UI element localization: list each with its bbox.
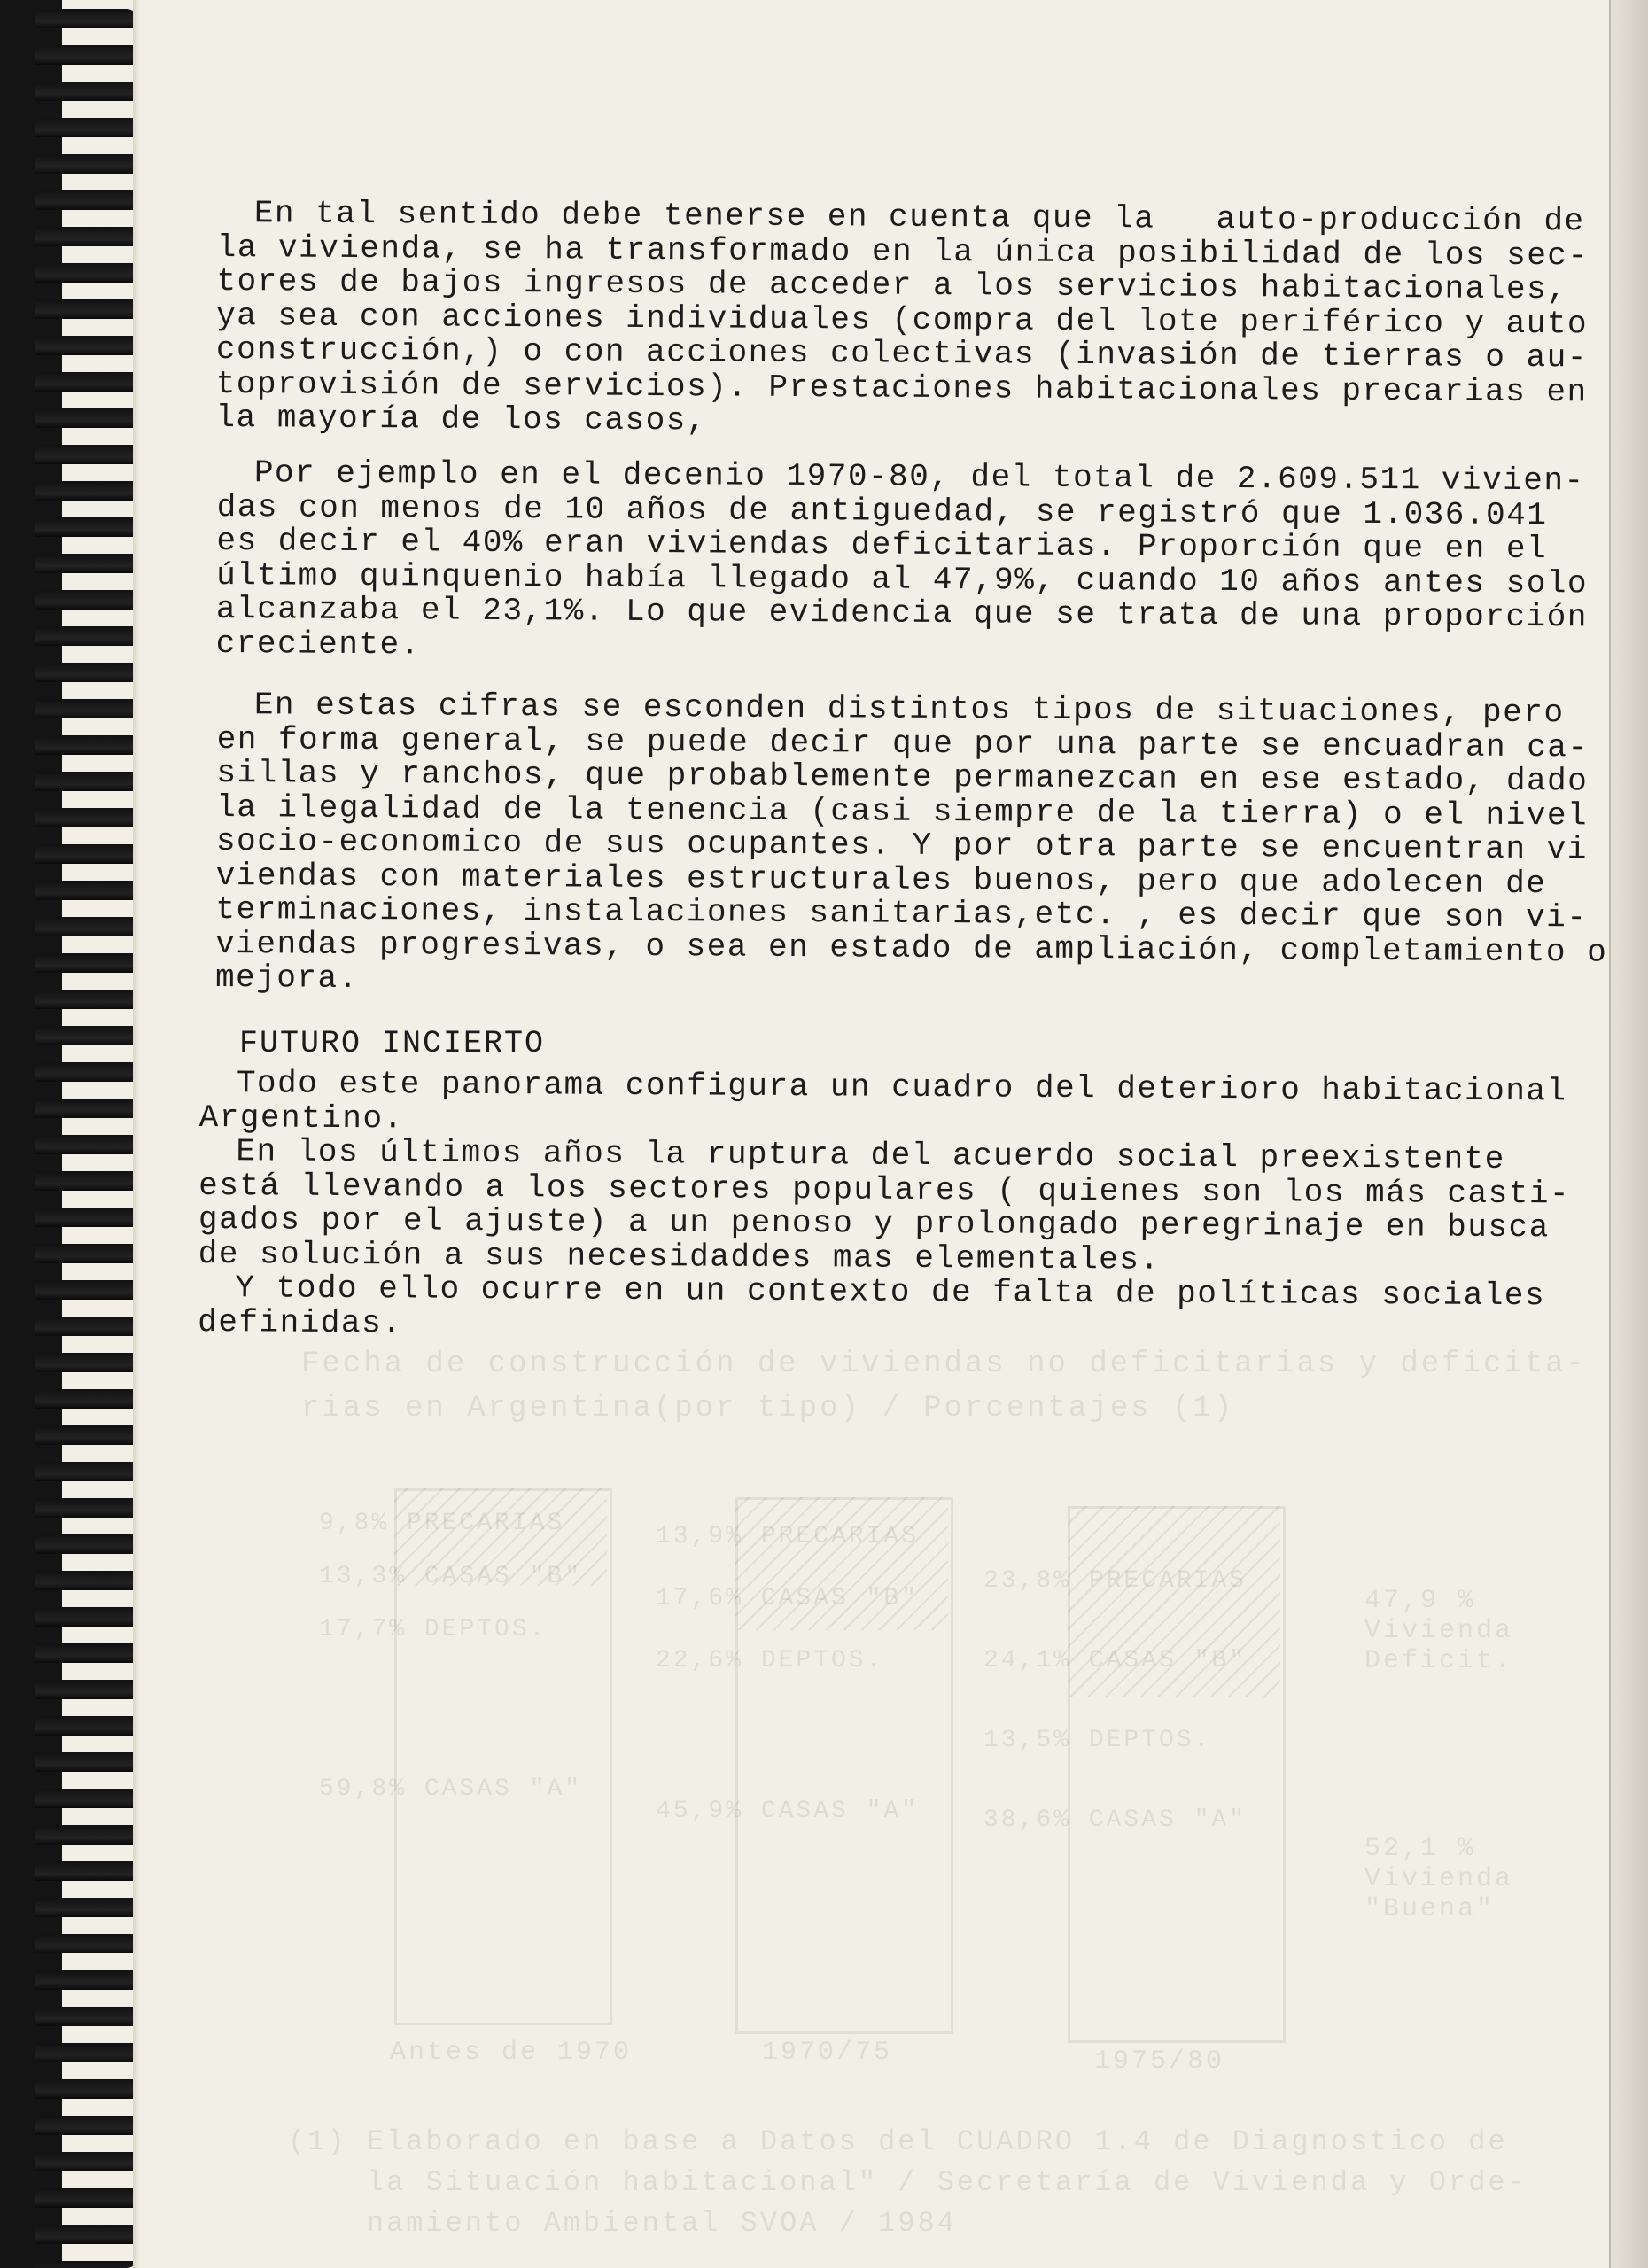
text-line: das con menos de 10 años de antiguedad, se registró que 1.036.041 [216, 488, 1548, 533]
showthrough-segment: 13,3% CASAS "B" [319, 1563, 583, 1590]
text-line: viendas progresivas, o sea en estado de ampliación, completamiento o [215, 925, 1608, 971]
paragraph-ejemplo-decenio [216, 456, 1589, 669]
showthrough-segment: 13,9% PRECARIAS [656, 1523, 920, 1550]
text-line: ya sea con acciones individuales (compra del lote periférico y auto [216, 297, 1589, 342]
showthrough-segment: 24,1% CASAS "B" [983, 1647, 1248, 1674]
text-line: creciente. [215, 625, 421, 663]
showthrough-note-line: namiento Ambiental SVOA / 1984 [288, 2207, 957, 2240]
showthrough-bracket-good: 52,1 % Vivienda "Buena" [1364, 1834, 1514, 1924]
showthrough-segment: 45,9% CASAS "A" [656, 1798, 920, 1825]
showthrough-col-label: 1970/75 [762, 2038, 893, 2068]
showthrough-title-line: rias en Argentina(por tipo) / Porcentajes (1) [301, 1392, 1235, 1425]
text-line: En estas cifras se esconden distintos tipos de situaciones, pero [253, 687, 1565, 732]
showthrough-note-line: (1) Elaborado en base a Datos del CUADRO 1.4 de Diagnostico de [288, 2125, 1508, 2158]
text-line: alcanzaba el 23,1%. Lo que evidencia que se trata de una proporción [215, 590, 1588, 636]
text-line: tores de bajos ingresos de acceder a los servicios habitacionales, [216, 262, 1568, 308]
showthrough-segment: 17,6% CASAS "B" [656, 1585, 920, 1612]
text-line: viendas con materiales estructurales buenos, pero que adolecen de [215, 857, 1547, 902]
showthrough-col-label: Antes de 1970 [390, 2038, 633, 2068]
showthrough-bracket-deficit: 47,9 % Vivienda Deficit. [1364, 1586, 1514, 1676]
text-line: mejora. [214, 959, 359, 997]
paper-left-edge [133, 0, 140, 2268]
showthrough-col-1 [319, 1497, 582, 1816]
text-line: último quinquenio había llegado al 47,9%, cuando 10 años antes solo [216, 556, 1589, 602]
text-line: Por ejemplo en el decenio 1970-80, del total de 2.609.511 vivien- [253, 454, 1585, 500]
text-line: Todo este panorama configura un cuadro del deterioro habitacional [236, 1065, 1567, 1110]
showthrough-col-label: 1975/80 [1094, 2047, 1225, 2077]
showthrough-title-line: Fecha de construcción de viviendas no deficitarias y deficita- [301, 1348, 1588, 1381]
text-line: Y todo ello ocurre en un contexto de falta de políticas sociales [235, 1270, 1546, 1315]
text-line: gados por el ajuste) a un penoso y prolongado peregrinaje en busca [198, 1200, 1550, 1247]
showthrough-segment: 38,6% CASAS "A" [983, 1806, 1248, 1834]
showthrough-segment: 59,8% CASAS "A" [319, 1775, 583, 1803]
text-line: construcción,) o con acciones colectivas (invasión de tierras o au- [215, 330, 1588, 377]
text-line: en forma general, se puede decir que por una parte se encuadran ca- [216, 720, 1589, 765]
paragraph-autoproduccion [215, 197, 1589, 444]
showthrough-segment: 13,5% DEPTOS. [983, 1727, 1212, 1754]
section-heading: FUTURO INCIERTO [239, 1026, 546, 1061]
text-line: terminaciones, instalaciones sanitarias,etc. , es decir que son vi- [215, 890, 1588, 936]
showthrough-segment: 17,7% DEPTOS. [319, 1616, 548, 1643]
text-line: de solución a sus necesidaddes mas elementales. [198, 1235, 1161, 1278]
text-line: En tal sentido debe tenerse en cuenta que la auto-producción de [253, 195, 1585, 240]
showthrough-segment: 22,6% DEPTOS. [656, 1647, 884, 1674]
text-line: toprovisión de servicios). Prestaciones habitacionales precarias en [215, 365, 1588, 410]
text-line: socio-economico de sus ocupantes. Y por otra parte se encuentran vi [215, 822, 1588, 868]
showthrough-col-3 [983, 1542, 1247, 1860]
showthrough-title [301, 1342, 1587, 1431]
showthrough-col-2 [656, 1506, 919, 1843]
showthrough-note-line: la Situación habitacional" / Secretaría de Vivienda y Orde- [288, 2166, 1528, 2199]
text-line: la vivienda, se ha transformado en la única posibilidad de los sec- [216, 229, 1589, 274]
text-line: definidas. [198, 1303, 403, 1341]
text-line: En los últimos años la ruptura del acuerdo social preexistente [236, 1133, 1505, 1178]
text-line: la mayoría de los casos, [215, 399, 708, 439]
text-line: la ilegalidad de la tenencia (casi siempre de la tierra) o el nivel [216, 788, 1589, 834]
text-line: sillas y ranchos, que probablemente permanezcan en ese estado, dado [216, 754, 1589, 800]
text-line: es decir el 40% eran viviendas deficitarias. Proporción que en el [216, 522, 1548, 568]
spiral-rings [35, 9, 137, 2268]
page-right-edge [1609, 0, 1648, 2268]
paragraph-cifras [215, 688, 1609, 1004]
text-line: está llevando a los sectores populares ( quienes son los más casti- [198, 1167, 1571, 1212]
showthrough-note [288, 2122, 1528, 2244]
showthrough-segment: 23,8% PRECARIAS [983, 1567, 1248, 1595]
showthrough-segment: 9,8% PRECARIAS [319, 1510, 565, 1537]
text-line: Argentino. [198, 1099, 404, 1137]
paragraph-futuro-incierto [198, 1067, 1571, 1348]
